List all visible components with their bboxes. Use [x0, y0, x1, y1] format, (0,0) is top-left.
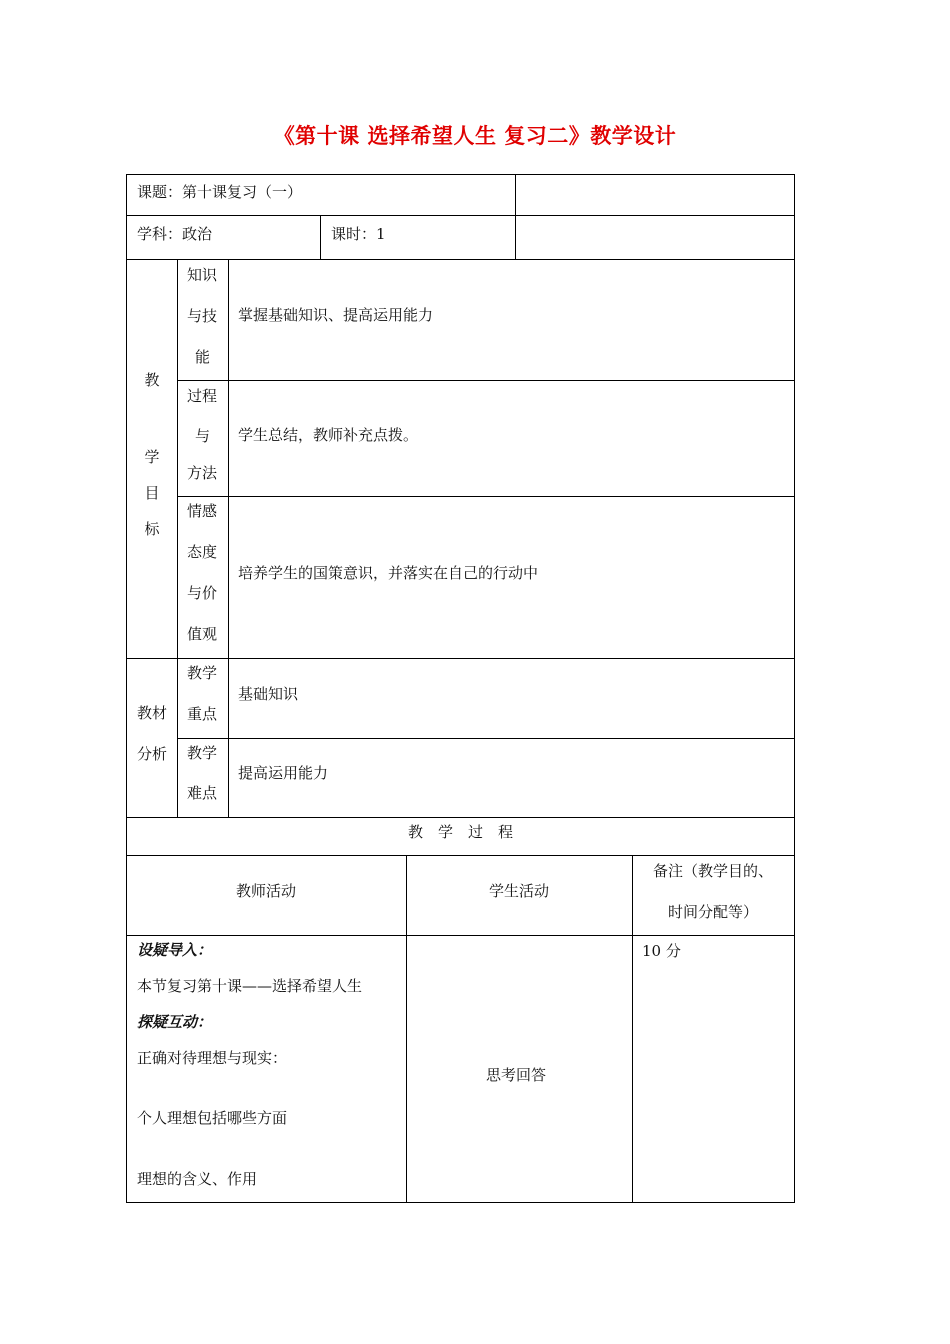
- analysis-row-label: 教学: [187, 664, 218, 682]
- teacher-activity-line: 设疑导入：: [137, 941, 213, 959]
- objectives-label-2: 学: [144, 448, 160, 466]
- objective-label-line: 态度: [187, 543, 218, 561]
- table-border: [126, 855, 795, 856]
- hours-cell: 课时：1: [331, 225, 386, 243]
- student-activity-header: 学生活动: [488, 882, 549, 900]
- objectives-label-4: 标: [144, 520, 160, 538]
- table-border: [126, 935, 795, 936]
- table-border: [320, 215, 321, 260]
- subject-cell: 学科：政治: [137, 225, 213, 243]
- table-border: [228, 259, 229, 818]
- table-border: [126, 174, 127, 1203]
- objective-label-line: 能: [195, 348, 211, 366]
- document-title: 《第十课 选择希望人生 复习二》教学设计: [273, 124, 677, 148]
- teacher-activity-line: 理想的含义、作用: [137, 1170, 258, 1188]
- table-border: [177, 496, 795, 497]
- analysis-content: 基础知识: [238, 685, 299, 703]
- student-activity: 思考回答: [485, 1066, 546, 1084]
- teacher-activity-line: 正确对待理想与现实：: [137, 1049, 288, 1067]
- process-header: 教 学 过 程: [407, 823, 513, 841]
- table-border: [177, 380, 795, 381]
- objective-label-line: 值观: [187, 625, 218, 643]
- objective-content: 培养学生的国策意识，并落实在自己的行动中: [238, 564, 539, 582]
- teacher-activity-line: 本节复习第十课——选择希望人生: [137, 977, 363, 995]
- objectives-label-3: 目: [144, 484, 160, 502]
- analysis-label-line: 分析: [137, 745, 168, 763]
- table-border: [515, 174, 516, 260]
- teacher-activity-line: 探疑互动：: [137, 1013, 213, 1031]
- table-border: [126, 658, 795, 659]
- topic-cell: 课题：第十课复习（一）: [137, 183, 303, 201]
- time-note: 10 分: [642, 942, 681, 960]
- notes-header-line: 备注（教学目的、: [652, 862, 773, 880]
- objective-content: 学生总结，教师补充点拨。: [238, 426, 419, 444]
- table-border: [177, 259, 178, 818]
- analysis-label-line: 教材: [137, 704, 168, 722]
- table-border: [126, 215, 795, 216]
- analysis-row-label: 重点: [187, 705, 218, 723]
- table-border: [177, 738, 795, 739]
- objectives-label-1: 教: [144, 371, 160, 389]
- objective-label-line: 过程: [187, 387, 218, 405]
- objective-label-line: 方法: [187, 464, 218, 482]
- objective-label-line: 情感: [187, 502, 218, 520]
- analysis-row-label: 难点: [187, 784, 218, 802]
- objective-label-line: 与技: [187, 307, 218, 325]
- table-border: [126, 259, 795, 260]
- analysis-content: 提高运用能力: [238, 764, 329, 782]
- objective-label-line: 知识: [187, 266, 218, 284]
- table-border: [794, 174, 795, 1203]
- table-border: [406, 855, 407, 1203]
- objective-label-line: 与: [195, 427, 211, 445]
- table-border: [126, 817, 795, 818]
- table-border: [126, 174, 795, 175]
- teacher-activity-line: 个人理想包括哪些方面: [137, 1109, 288, 1127]
- objective-content: 掌握基础知识、提高运用能力: [238, 306, 434, 324]
- objective-label-line: 与价: [187, 584, 218, 602]
- table-border: [126, 1202, 795, 1203]
- teacher-activity-header: 教师活动: [235, 882, 296, 900]
- analysis-row-label: 教学: [187, 744, 218, 762]
- notes-header-line: 时间分配等）: [667, 903, 758, 921]
